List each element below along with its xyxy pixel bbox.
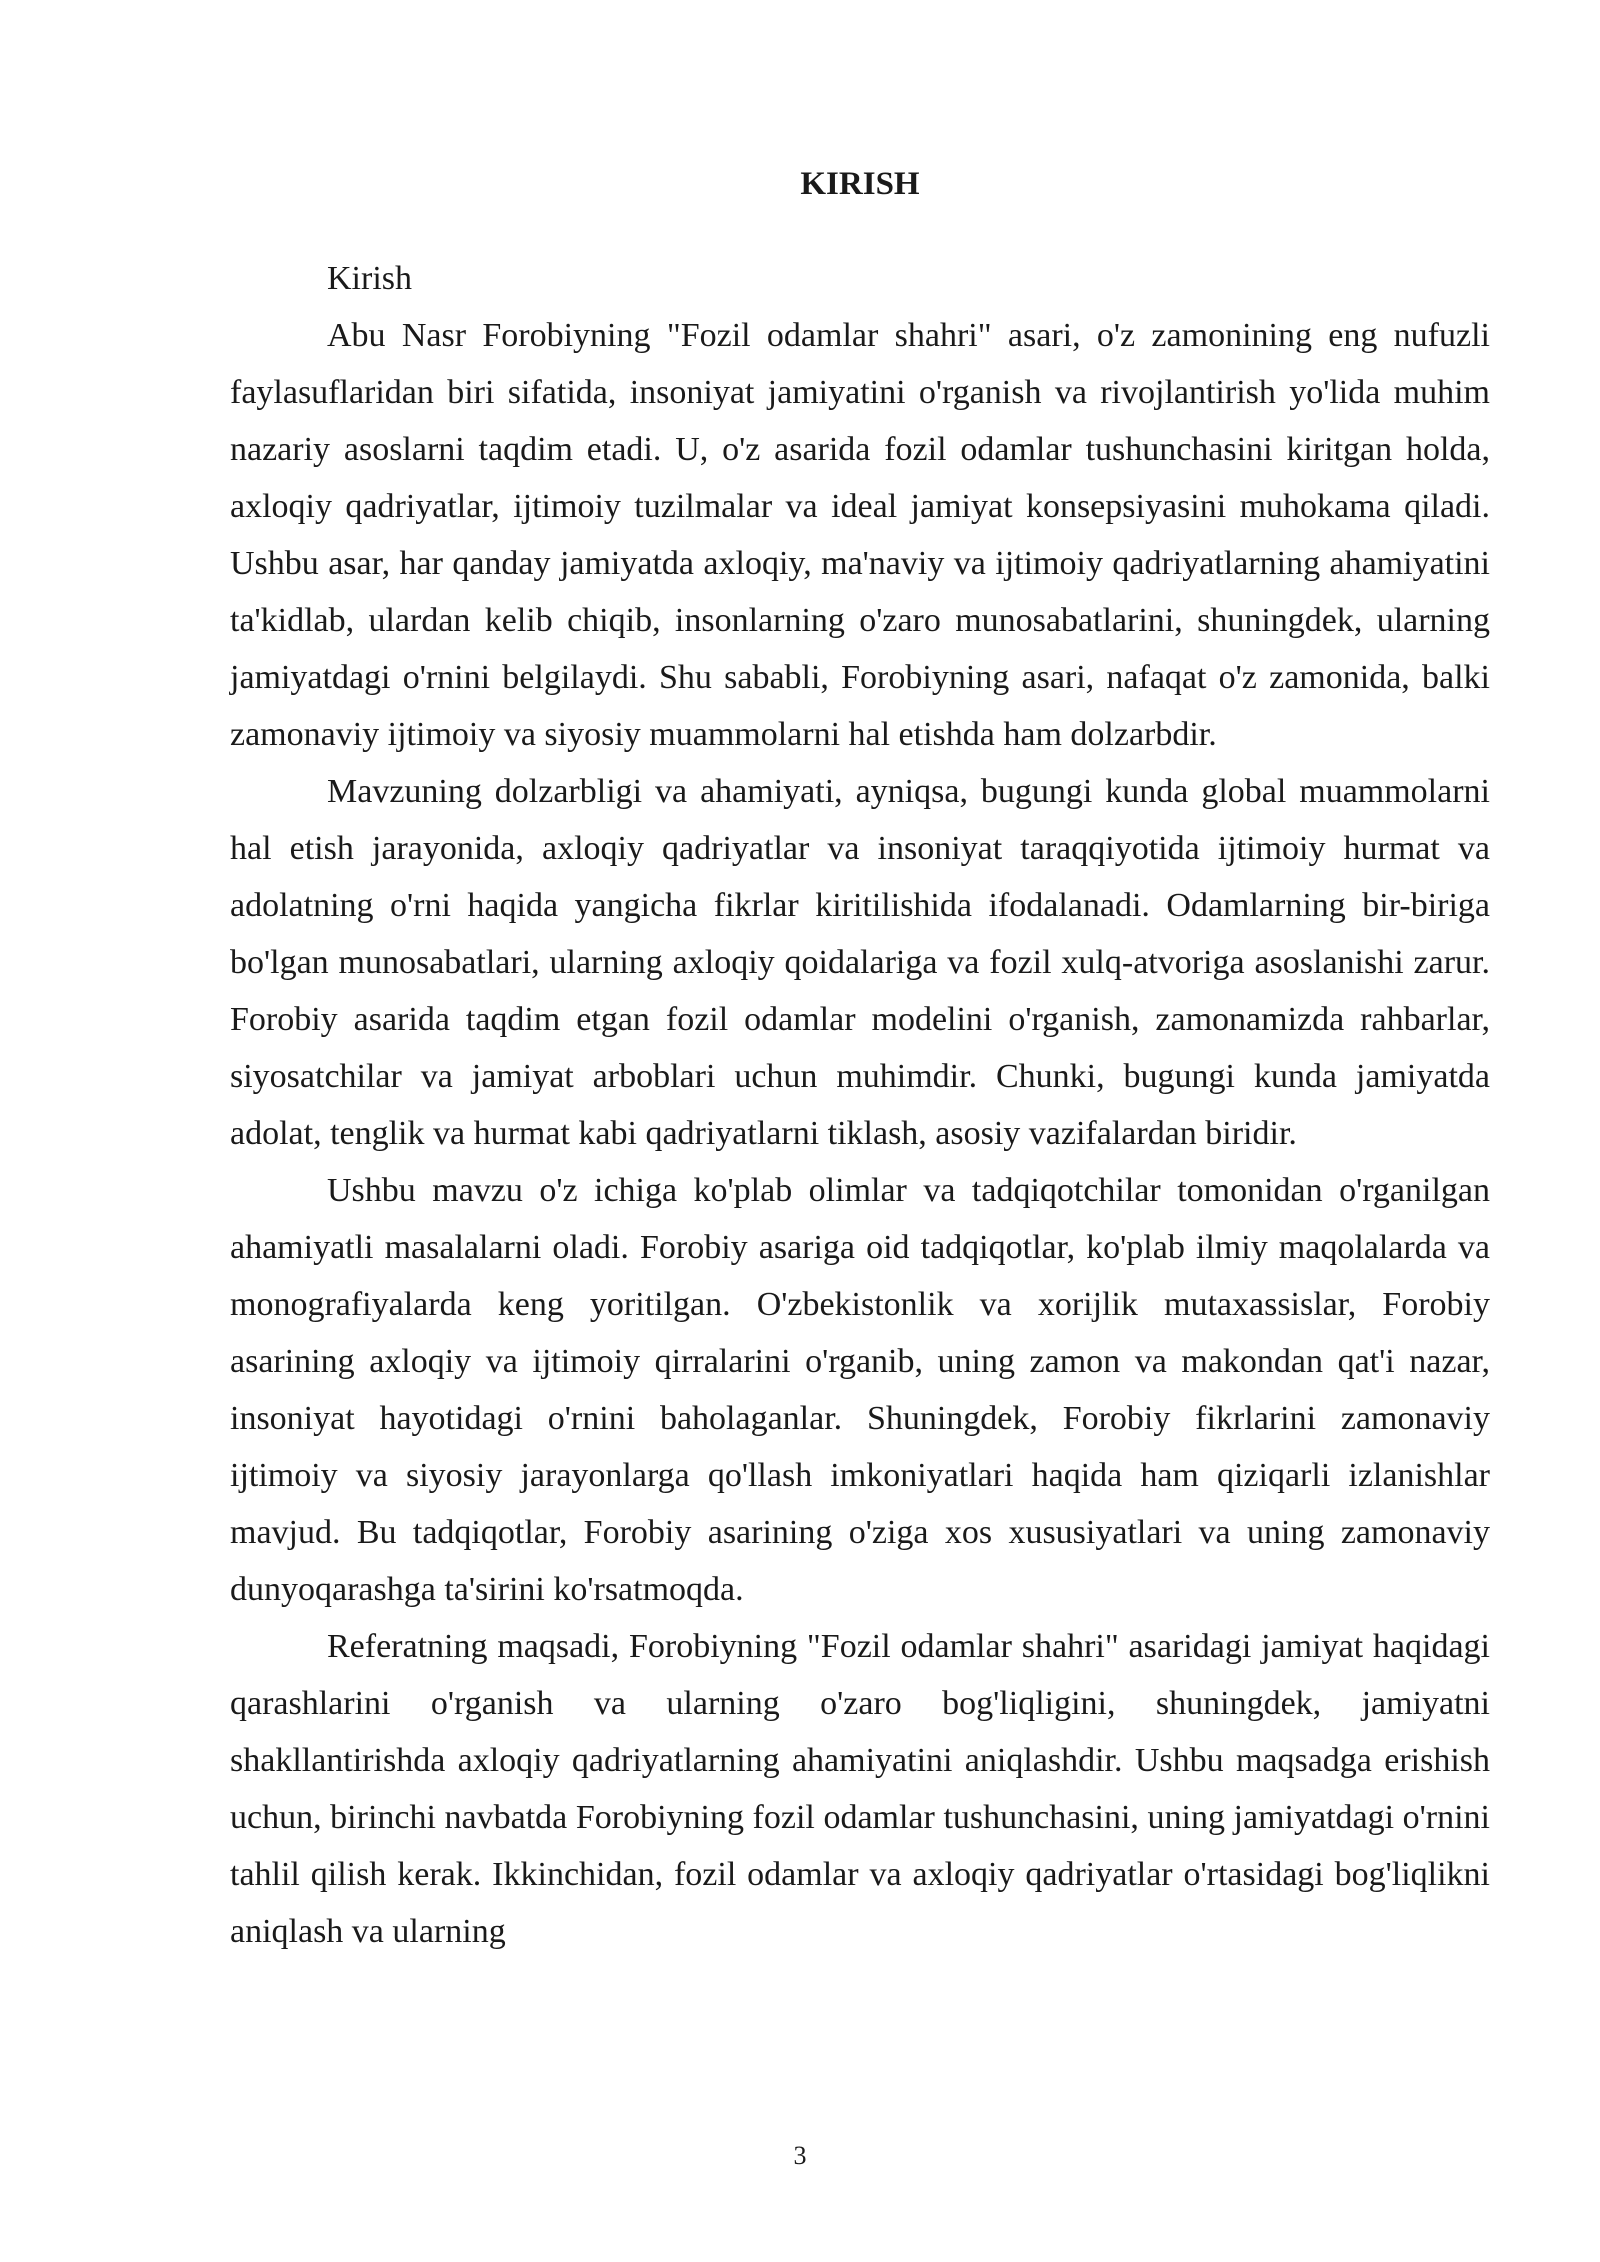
paragraph: Mavzuning dolzarbligi va ahamiyati, ayniqsa, bugungi kunda global muammolarni hal etish jarayonida, axloqiy qadriyatlar va insoniyat taraqqiyotida ijtimoiy hurmat va adolatning o'rni haqida yangicha fikrlar kiritilishida ifodalanadi. Odamlarning bir-biriga bo'lgan munosabatlari, ularning axloqiy qoidalariga va fozil xulq-atvoriga asoslanishi zarur. Forobiy asarida taqdim etgan fozil odamlar modelini o'rganish, zamonamizda rahbarlar, siyosatchilar va jamiyat arboblari uchun muhimdir. Chunki, bugungi kunda jamiyatda adolat, tenglik va hurmat kabi qadriyatlarni tiklash, asosiy vazifalardan biridir. (230, 773, 1490, 1152)
paragraph: Referatning maqsadi, Forobiyning "Fozil odamlar shahri" asaridagi jamiyat haqidagi qarashlarini o'rganish va ularning o'zaro bog'liqligini, shuningdek, jamiyatni shakllantirishda axloqiy qadriyatlarning ahamiyatini aniqlashdir. Ushbu maqsadga erishish uchun, birinchi navbatda Forobiyning fozil odamlar tushunchasini, uning jamiyatdagi o'rnini tahlil qilish kerak. Ikkinchidan, fozil odamlar va axloqiy qadriyatlar o'rtasidagi bog'liqlikni aniqlash va ularning (230, 1628, 1490, 1950)
page-number: 3 (793, 2141, 807, 2170)
section-heading: KIRISH (800, 166, 920, 202)
paragraph: Abu Nasr Forobiyning "Fozil odamlar shahri" asari, o'z zamonining eng nufuzli faylasuflaridan biri sifatida, insoniyat jamiyatini o'rganish va rivojlantirish yo'lida muhim nazariy asoslarni taqdim etadi. U, o'z asarida fozil odamlar tushunchasini kiritgan holda, axloqiy qadriyatlar, ijtimoiy tuzilmalar va ideal jamiyat konsepsiyasini muhokama qiladi. Ushbu asar, har qanday jamiyatda axloqiy, ma'naviy va ijtimoiy qadriyatlarning ahamiyatini ta'kidlab, ulardan kelib chiqib, insonlarning o'zaro munosabatlarini, shuningdek, ularning jamiyatdagi o'rnini belgilaydi. Shu sababli, Forobiyning asari, nafaqat o'z zamonida, balki zamonaviy ijtimoiy va siyosiy muammolarni hal etishda ham dolzarbdir. (230, 317, 1490, 753)
body-text (230, 250, 1490, 1960)
paragraph-subtitle: Kirish (327, 260, 412, 297)
paragraph: Ushbu mavzu o'z ichiga ko'plab olimlar va tadqiqotchilar tomonidan o'rganilgan ahamiyatli masalalarni oladi. Forobiy asariga oid tadqiqotlar, ko'plab ilmiy maqolalarda va monografiyalarda keng yoritilgan. O'zbekistonlik va xorijlik mutaxassislar, Forobiy asarining axloqiy va ijtimoiy qirralarini o'rganib, uning zamon va makondan qat'i nazar, insoniyat hayotidagi o'rnini baholaganlar. Shuningdek, Forobiy fikrlarini zamonaviy ijtimoiy va siyosiy jarayonlarga qo'llash imkoniyatlari haqida ham qiziqarli izlanishlar mavjud. Bu tadqiqotlar, Forobiy asarining o'ziga xos xususiyatlari va uning zamonaviy dunyoqarashga ta'sirini ko'rsatmoqda. (230, 1172, 1490, 1608)
